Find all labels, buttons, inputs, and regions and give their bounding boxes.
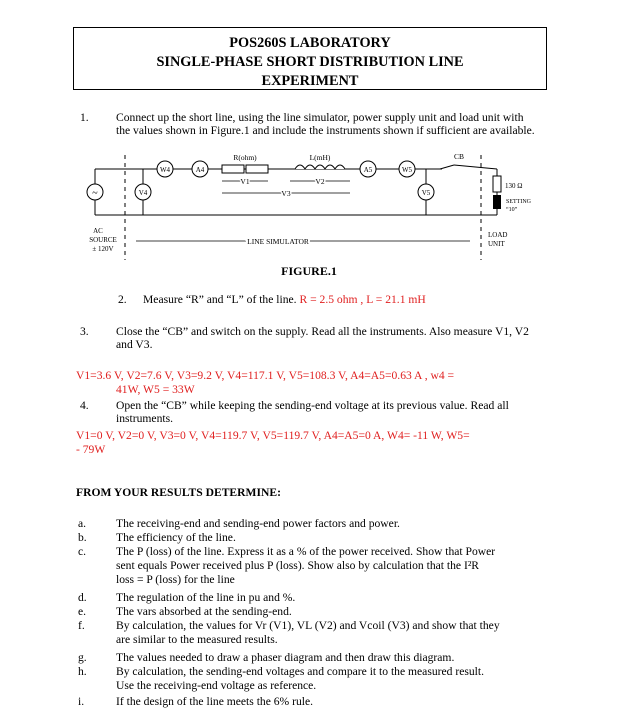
r-label: R(ohm) xyxy=(233,153,257,162)
step-4-text: Open the “CB” while keeping the sending-end voltage at its previous value. Read all instruments. xyxy=(116,399,509,426)
step-4-answer-line-2: - 79W xyxy=(76,443,106,456)
result-e-text: The vars absorbed at the sending-end. xyxy=(116,605,292,618)
result-i-letter: i. xyxy=(78,695,85,708)
source-line-1: AC xyxy=(93,227,103,235)
v1-label: V1 xyxy=(240,177,250,186)
result-a-text: The receiving-end and sending-end power factors and power. xyxy=(116,517,400,530)
step-4-answer-line-1: V1=0 V, V2=0 V, V3=0 V, V4=119.7 V, V5=119.7 V, A4=A5=0 A, W4= -11 W, W5= xyxy=(76,429,470,442)
results-heading: FROM YOUR RESULTS DETERMINE: xyxy=(76,486,281,499)
result-f-line-1: By calculation, the values for Vr (V1), VL (V2) and Vcoil (V3) and show that they xyxy=(116,619,500,632)
result-c-line-3: loss = P (loss) for the line xyxy=(116,573,235,586)
result-h-letter: h. xyxy=(78,665,87,678)
result-e-letter: e. xyxy=(78,605,87,618)
step-2-number: 2. xyxy=(118,293,127,306)
result-b-text: The efficiency of the line. xyxy=(116,531,236,544)
load-line-1: LOAD xyxy=(488,231,508,239)
setting-block-icon xyxy=(493,195,501,209)
w4-label: W4 xyxy=(159,166,171,174)
result-h-line-1: By calculation, the sending-end voltages and compare it to the measured result. xyxy=(116,665,484,678)
result-f-line-2: are similar to the measured results. xyxy=(116,633,278,646)
result-i-text: If the design of the line meets the 6% rule. xyxy=(116,695,314,708)
inductor-icon xyxy=(295,165,345,169)
step-2-answer: R = 2.5 ohm , L = 21.1 mH xyxy=(299,293,426,306)
load-resistor-icon xyxy=(493,176,501,192)
result-h-line-2: Use the receiving-end voltage as reference. xyxy=(116,679,317,692)
title-line-1: POS260S LABORATORY xyxy=(229,35,391,51)
step-4-number: 4. xyxy=(80,399,89,412)
result-d-text: The regulation of the line in pu and %. xyxy=(116,591,296,604)
line-simulator-label: LINE SIMULATOR xyxy=(247,237,309,246)
setting-value: “10” xyxy=(506,207,518,213)
step-1-text: Connect up the short line, using the line simulator, power supply unit and load unit with the values shown in Figure.1 and include the instruments shown if sufficient are available. xyxy=(116,111,535,138)
v4-label: V4 xyxy=(138,189,148,197)
w5-label: W5 xyxy=(401,166,413,174)
resistor-icon xyxy=(222,165,244,173)
a5-label: A5 xyxy=(363,166,373,174)
step-3-answer-line-2: 41W, W5 = 33W xyxy=(116,383,195,396)
title-line-3: EXPERIMENT xyxy=(261,73,359,89)
title-line-2: SINGLE-PHASE SHORT DISTRIBUTION LINE xyxy=(156,54,464,70)
v3-label: V3 xyxy=(281,189,291,198)
source-line-2: SOURCE xyxy=(89,236,117,244)
result-a-letter: a. xyxy=(78,517,87,530)
step-3-number: 3. xyxy=(80,325,89,338)
step-2-question: Measure “R” and “L” of the line. xyxy=(143,293,300,306)
load-line-2: UNIT xyxy=(488,240,505,248)
step-2-text xyxy=(143,293,543,306)
figure-1-circuit xyxy=(0,0,625,290)
step-1-number: 1. xyxy=(80,111,89,124)
a4-label: A4 xyxy=(195,166,205,174)
load-value: 130 Ω xyxy=(505,182,523,190)
result-f-letter: f. xyxy=(78,619,85,632)
result-c-letter: c. xyxy=(78,545,87,558)
svg-text:~: ~ xyxy=(92,188,98,199)
step-3-text: Close the “CB” and switch on the supply. Read all the instruments. Also measure V1, V2 and V3. xyxy=(116,325,529,352)
result-c-line-1: The P (loss) of the line. Express it as a % of the power received. Show that Power xyxy=(116,545,496,558)
figure-caption: FIGURE.1 xyxy=(281,264,337,278)
l-label: L(mH) xyxy=(309,153,331,162)
v2-label: V2 xyxy=(315,177,325,186)
step-3-answer-line-1: V1=3.6 V, V2=7.6 V, V3=9.2 V, V4=117.1 V, V5=108.3 V, A4=A5=0.63 A , w4 = xyxy=(76,369,455,382)
cb-label: CB xyxy=(453,152,465,161)
result-g-text: The values needed to draw a phaser diagram and then draw this diagram. xyxy=(116,651,455,664)
source-line-3: ± 120V xyxy=(92,245,114,253)
setting-label: SETTING xyxy=(506,199,531,205)
result-b-letter: b. xyxy=(78,531,87,544)
result-d-letter: d. xyxy=(78,591,87,604)
v5-label: V5 xyxy=(421,189,431,197)
result-c-line-2: sent equals Power received plus P (loss). Show also by calculation that the I²R xyxy=(116,559,480,572)
result-g-letter: g. xyxy=(78,651,87,664)
